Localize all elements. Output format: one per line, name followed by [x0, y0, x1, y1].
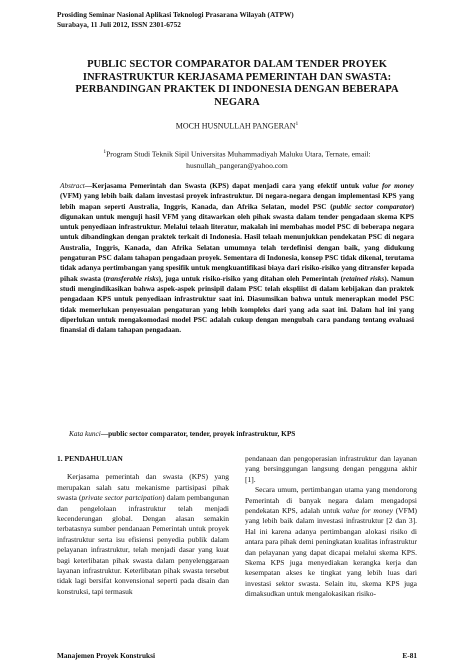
paragraph-text-italic: value for money: [342, 506, 393, 516]
paragraph: pendanaan dan pengoperasian infrastruktur dan layanan yang bersinggungan langsung dengan pengguna akhir [1].: [245, 454, 417, 484]
header-line-1: Prosiding Seminar Nasional Aplikasi Teknologi Prasarana Wilayah (ATPW): [57, 10, 294, 19]
paragraph: [57, 472, 229, 597]
affiliation-superscript: 1: [103, 149, 107, 155]
abstract-text: ). Namun studi mengindikasikan bahwa aspek-aspek prinsipil dalam PSC telah ekspliist di dalam kebijakan dan praktek pengadaan KPS untuk penyediaan infrastruktur saat ini. Diasumsikan bahwa untuk menerapkan model PSC tidak memerlukan penyesuaian pengaturan yang lebih kompleks dari yang ada saat ini. Dalam hal ini yang diperlukan untuk mengakomodasi model PSC adalah cukup dengan mengubah cara pandang tentang evaluasi finansial di dalam tahapan pengadaan.: [60, 273, 414, 335]
author-name: MOCH HUSNULLAH PANGERAN: [175, 121, 296, 131]
abstract-text: —Kerjasama Pemerintah dan Swasta (KPS) dapat menjadi cara yang efektif untuk: [84, 181, 363, 190]
affiliation-line-1: Program Studi Teknik Sipil Universitas Muhammadiyah Maluku Utara, Ternate, email:: [106, 149, 371, 159]
author: [60, 121, 414, 131]
abstract-text-italic: retained risks: [343, 273, 385, 283]
abstract-text: ), juga untuk risiko-risiko yang ditahan oleh Pemerintah (: [158, 273, 344, 283]
abstract-label: Abstract: [60, 181, 85, 190]
title-line-3: PERBANDINGAN PRAKTEK DI INDONESIA DENGAN BEBERAPA: [75, 84, 399, 95]
abstract-text-italic: transferable risks: [105, 273, 159, 283]
keywords-text: —public sector comparator, tender, proyek infrastruktur, KPS: [100, 429, 296, 438]
section-heading: 1. PENDAHULUAN: [57, 454, 123, 463]
abstract: [60, 181, 414, 335]
author-superscript: 1: [295, 121, 299, 127]
left-column: [57, 454, 229, 597]
keywords: [69, 429, 414, 438]
right-column: [245, 454, 417, 600]
title-line-4: NEGARA: [214, 96, 260, 108]
page-number: E-81: [402, 651, 417, 660]
title-line-1: PUBLIC SECTOR COMPARATOR DALAM TENDER PROYEK: [87, 59, 387, 70]
paragraph-text-italic: private sector partcipation: [81, 493, 163, 503]
abstract-text: ) digunakan untuk menguji hasil VFM yang ditawarkan oleh pihak swasta dalam tender pengadaan skema KPS untuk penyediaan infrastruktur. Melalui telaah literatur, makalah ini membahas model PSC di beberapa negara untuk dibandingkan dengan praktek terkait di Indonesia. Hasil telaah menunjukkan pendekatan PSC di negara Australia, Inggris, Kanada, dan Afrika Selatan umumnya telah terdefinisi dengan baik, yang didukung pengaturan PSC dalam tahapan pengadaan proyek. Sementara di Indonesia, konsep PSC tidak dikenal, terutama tidak adanya pertimbangan yang spesifik untuk mengkuantifikasi biaya dari risiko-risiko yang ditransfer kepada pihak swasta (: [60, 201, 414, 283]
paper-title: [60, 59, 414, 109]
paragraph-text: Secara umum, pertimbangan utama yang mendorong Pemerintah di banyak negara dalam mengadopsi pendekatan KPS, adalah untuk: [245, 485, 417, 516]
paragraph-text: Kerjasama pemerintah dan swasta (KPS) yang merupakan salah satu mekanisme partisipasi pihak swasta (: [57, 472, 229, 503]
abstract-text-italic: value for money: [362, 181, 415, 190]
paragraph-text: (VFM) yang lebih baik dalam investasi infrastruktur [2 dan 3]. Hal ini karena adanya pertimbangan alokasi risiko di antara para pihak demi peningkatan kualitas infrastruktur dan pelayanan yang dapat dicapai melalui skema KPS. Skema KPS juga menyediakan kerangka kerja dan kesempatan akses ke tingkat yang lebih luas dari investasi sektor swasta. Selain itu, skema KPS juga dimaksudkan untuk mengalokasikan risiko-: [245, 506, 417, 599]
affiliation: [60, 147, 414, 171]
paragraph-text: ) dalam pembangunan dan pengelolaan infrastruktur telah menjadi kecenderungan global. Dengan alasan semakin terbatasnya sumber pendanaan Pemerintah untuk proyek infrastruktur serta isu efisiensi penyedia publik dalam pelayanan infrastruktur, telah menjadi dasar yang kuat bagi keterlibatan pihak swasta dalam penyelenggaraan layanan infrastruktur. Keterlibatan pihak swasta tersebut tidak lagi bersifat konvensional seperti pada disain dan konstruksi, tapi termasuk: [57, 493, 229, 596]
keywords-label: Kata kunci: [69, 429, 101, 438]
abstract-text-italic: public sector comparator: [332, 201, 412, 211]
header-line-2: Surabaya, 11 Juli 2012, ISSN 2301-6752: [57, 20, 181, 29]
running-header: [57, 10, 294, 30]
title-line-2: INFRASTRUKTUR KERJASAMA PEMERINTAH DAN SWASTA:: [82, 71, 392, 83]
footer-journal: Manajemen Proyek Konstruksi: [57, 651, 155, 660]
affiliation-email: husnullah_pangeran@yahoo.com: [186, 160, 288, 170]
paragraph: [245, 485, 417, 599]
abstract-text: (VFM) yang lebih baik dalam investasi proyek infrastruktur. Di negara-negara dengan implementasi KPS yang lebih mapan seperti Australia, Inggris, Kanada, dan Afrika Selatan, model PSC (: [60, 191, 414, 211]
